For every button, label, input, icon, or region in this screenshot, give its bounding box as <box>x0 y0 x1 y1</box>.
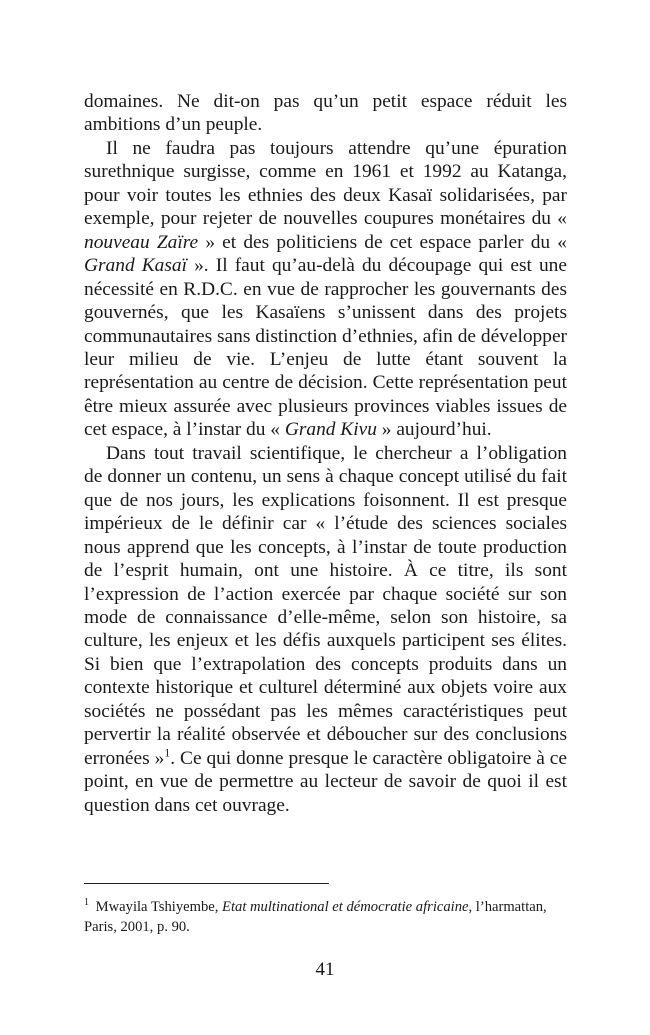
paragraph-2-text-c: » et des politiciens de cet espace parler du « <box>198 231 567 253</box>
paragraph-2-text-a: Il ne faudra pas toujours attendre qu’une épuration surethnique surgisse, comme en 1961 et 1992 au Katanga, pour voir toutes les ethnies des deux Kasaï solidarisées, par exemple, pour rejeter de nouvelles coupures monétaires du « <box>84 137 567 230</box>
footnote-mark: 1 <box>84 897 89 909</box>
paragraph-2-text-e: ». Il faut qu’au-delà du découpage qui est une nécessité en R.D.C. en vue de rapprocher les gouvernants des gouvernés, que les Kasaïens s’unissent dans des projets communautaires sans distinction d’ethnies, afin de développer leur milieu de vie. L’enjeu de lutte étant souvent la représentation au centre de décision. Cette représentation peut être mieux assurée avec plusieurs provinces viables issues de cet espace, à l’instar du « <box>84 255 568 441</box>
paragraph-2-italic-grand-kivu: Grand Kivu <box>284 419 377 441</box>
footnote-title: Etat multinational et démocratie africaine <box>222 899 469 915</box>
footnote-reference[interactable]: 1 <box>164 745 171 760</box>
paragraph-3 <box>84 442 567 817</box>
paragraph-2-text-g: » aujourd’hui. <box>376 419 492 441</box>
paragraph-3-text-a: Dans tout travail scientifique, le chercheur a l’obligation de donner un contenu, un sens à chaque concept utilisé du fait que de nos jours, les explications foisonnent. Il est presque impérieux de le définir car « l’étude des sciences sociales nous apprend que les concepts, à l’instar de toute production de l’esprit humain, ont une histoire. À ce titre, ils sont l’expression de l’action exercée par chaque société sur son mode de connaissance d’elle-même, selon son histoire, sa culture, les enjeux et les défis auxquels participent ses élites. Si bien que l’extrapolation des concepts produits dans un contexte historique et culturel déterminé aux objets voire aux sociétés ne possédant pas les mêmes caractéristiques peut pervertir la réalité observée et déboucher sur des conclusions erronées » <box>84 442 567 769</box>
page-body <box>84 90 567 817</box>
page-number: 41 <box>315 959 335 980</box>
paragraph-2-italic-grand-kasai: Grand Kasaï <box>84 255 187 277</box>
footnote-rest: , l’harmattan, Paris, 2001, p. 90. <box>84 899 547 935</box>
footnote-author: Mwayila Tshiyembe, <box>92 899 223 915</box>
footnote <box>84 897 567 937</box>
paragraph-3-text-b: . Ce qui donne presque le caractère obligatoire à ce point, en vue de permettre au lecteur de savoir de quoi il est question dans cet ouvrage. <box>84 747 567 816</box>
paragraph-1: domaines. Ne dit-on pas qu’un petit espace réduit les ambitions d’un peuple. <box>84 91 567 136</box>
paragraph-2-italic-nouveau-zaire: nouveau Zaïre <box>84 231 199 253</box>
paragraph-2 <box>84 137 567 442</box>
footnote-separator <box>84 883 329 884</box>
